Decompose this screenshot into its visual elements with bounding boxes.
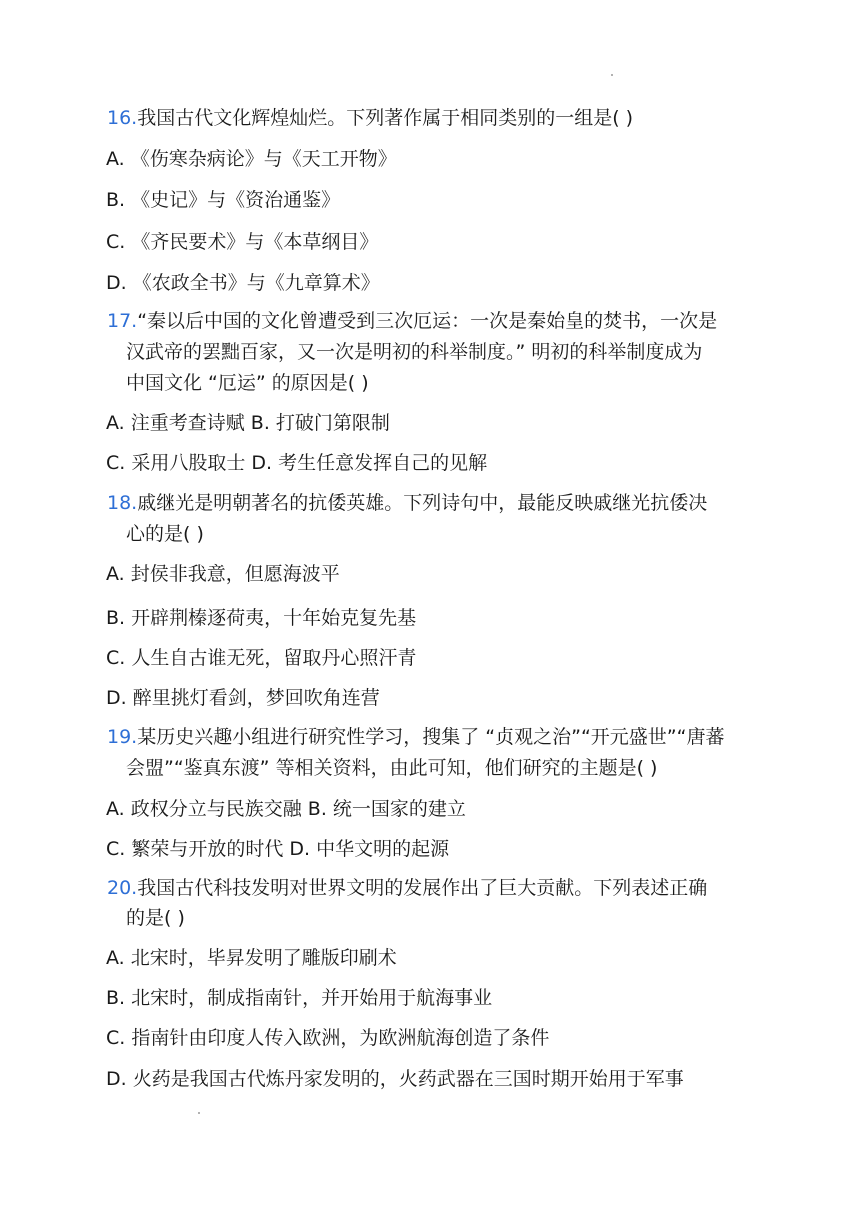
- question-number: 19.: [107, 726, 138, 748]
- question-number: 16.: [107, 107, 138, 129]
- question-17-stem-line-1: 17.“秦以后中国的文化曾遭受到三次厄运：一次是秦始皇的焚书，一次是: [107, 310, 718, 332]
- question-20-option-c: C. 指南针由印度人传入欧洲，为欧洲航海创造了条件: [106, 1027, 550, 1049]
- question-16-option-b: B. 《史记》与《资治通鉴》: [106, 189, 341, 211]
- question-19-stem-line-1: 19.某历史兴趣小组进行研究性学习，搜集了 “贞观之治”“开元盛世”“唐蕃: [107, 726, 725, 748]
- question-18-option-a: A. 封侯非我意，但愿海波平: [106, 563, 340, 585]
- question-17-option-cd: C. 采用八股取士 D. 考生任意发挥自己的见解: [106, 452, 488, 474]
- question-16-option-c: C. 《齐民要术》与《本草纲目》: [106, 231, 379, 253]
- question-19-option-ab: A. 政权分立与民族交融 B. 统一国家的建立: [106, 798, 466, 820]
- question-18-option-b: B. 开辟荆榛逐荷夷，十年始克复先基: [106, 607, 417, 629]
- scan-dot: [611, 74, 613, 76]
- question-20-stem-line-1: 20.我国古代科技发明对世界文明的发展作出了巨大贡献。下列表述正确: [107, 877, 708, 899]
- question-17-stem-line-3: 中国文化 “厄运” 的原因是( ): [126, 372, 369, 394]
- question-17-stem-line-2: 汉武帝的罢黜百家，又一次是明初的科举制度。” 明初的科举制度成为: [126, 341, 703, 363]
- question-16-option-a: A. 《伤寒杂病论》与《天工开物》: [106, 148, 397, 170]
- question-20-option-a: A. 北宋时，毕昇发明了雕版印刷术: [106, 947, 397, 969]
- question-number: 20.: [107, 877, 138, 899]
- question-18-stem-line-1: 18.戚继光是明朝著名的抗倭英雄。下列诗句中，最能反映戚继光抗倭决: [107, 492, 708, 514]
- question-20-stem-line-2: 的是( ): [126, 907, 185, 929]
- question-19-option-cd: C. 繁荣与开放的时代 D. 中华文明的起源: [106, 838, 450, 860]
- question-18-option-c: C. 人生自古谁无死，留取丹心照汗青: [106, 647, 417, 669]
- question-number: 17.: [107, 310, 138, 332]
- question-20-option-d: D. 火药是我国古代炼丹家发明的，火药武器在三国时期开始用于军事: [106, 1068, 684, 1090]
- question-16-option-d: D. 《农政全书》与《九章算术》: [106, 272, 380, 294]
- question-19-stem-line-2: 会盟”“鉴真东渡” 等相关资料，由此可知，他们研究的主题是( ): [126, 757, 658, 779]
- question-number: 18.: [107, 492, 138, 514]
- question-20-option-b: B. 北宋时，制成指南针，并开始用于航海事业: [106, 987, 493, 1009]
- question-18-option-d: D. 醉里挑灯看剑，梦回吹角连营: [106, 687, 380, 709]
- question-17-option-ab: A. 注重考查诗赋 B. 打破门第限制: [106, 412, 390, 434]
- question-16-stem-line-1: 16.我国古代文化辉煌灿烂。下列著作属于相同类别的一组是( ): [107, 107, 634, 129]
- scan-dot: [198, 1112, 200, 1114]
- question-18-stem-line-2: 心的是( ): [126, 523, 204, 545]
